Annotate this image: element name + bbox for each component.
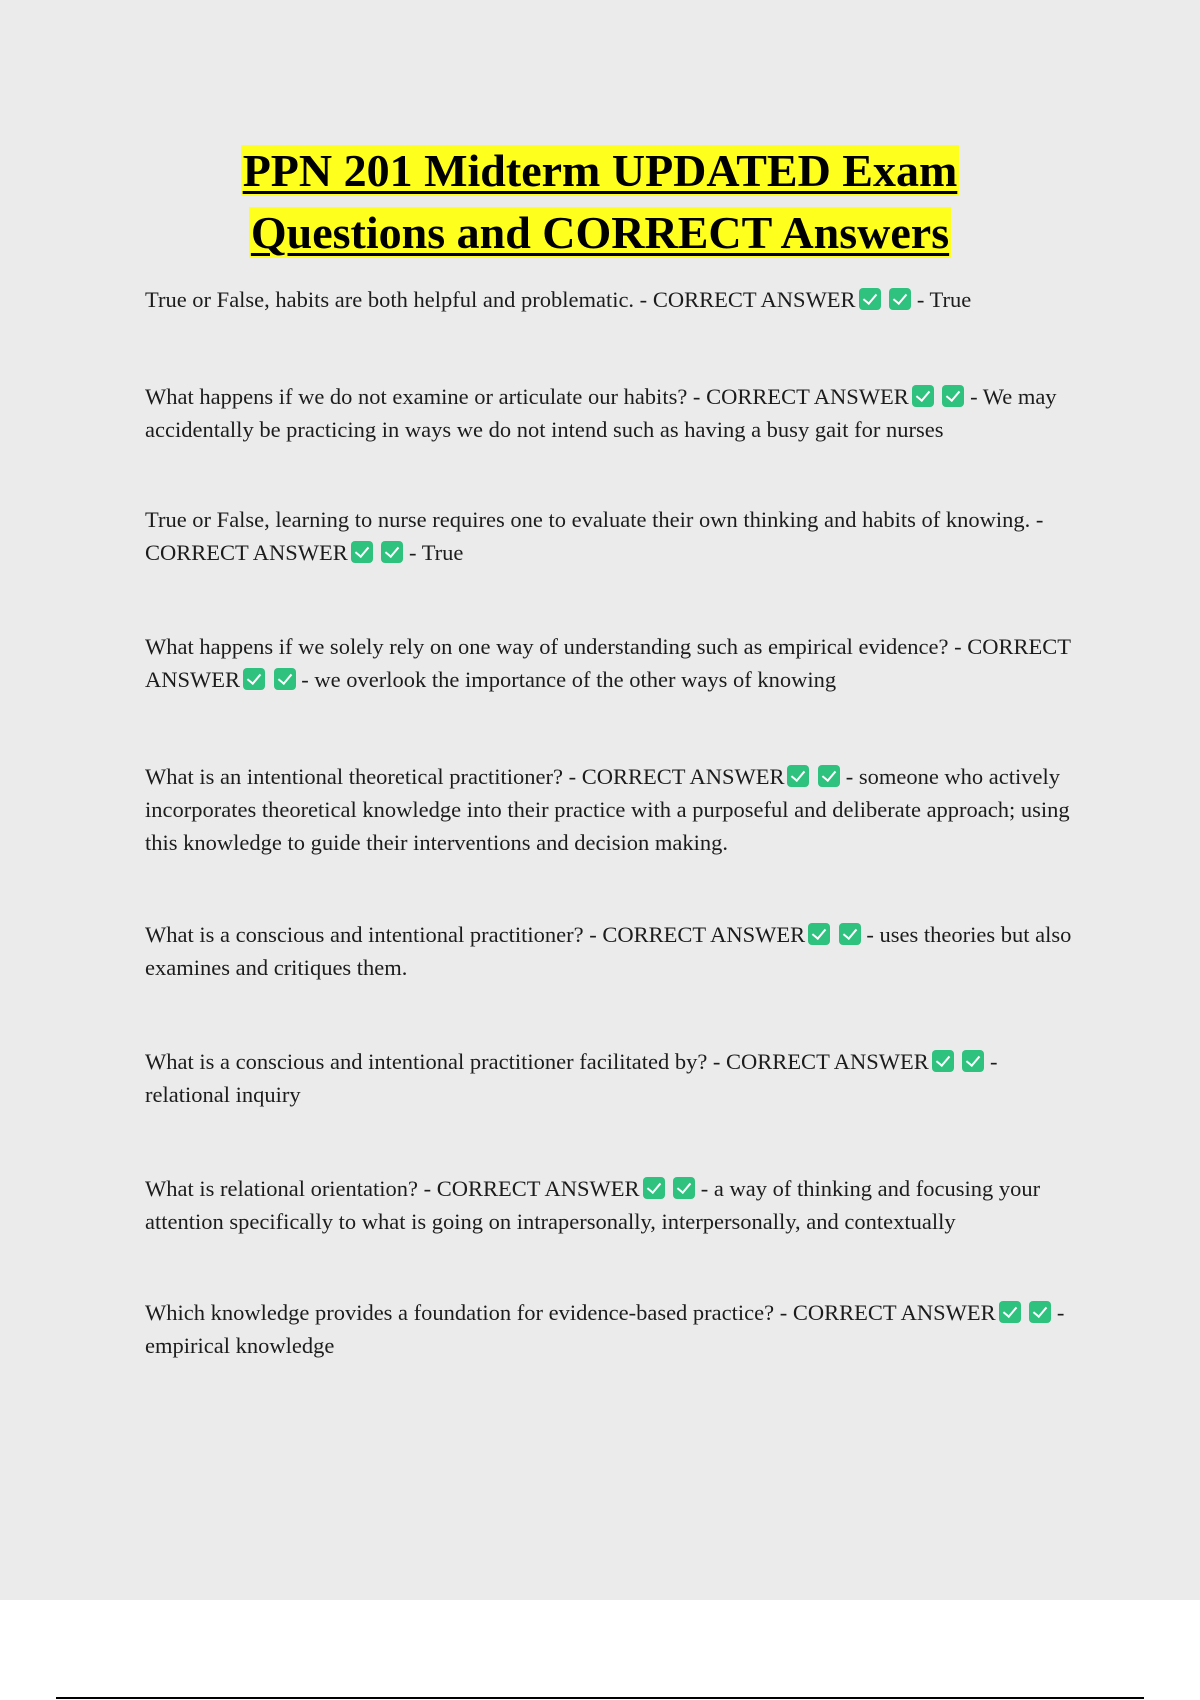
answer-label: CORRECT ANSWER [706,384,909,409]
answer-label: CORRECT ANSWER [652,287,856,312]
answer-text: - a way of thinking and focusing your attention specifically to what is going on intrapersonally, interpersonally, and contextually [145,1176,1041,1234]
answer-text: - we overlook the importance of the other ways of knowing [301,667,837,692]
answer-text: - empirical knowledge [145,1300,1065,1358]
answer-text: - True [409,540,464,565]
answer-label: CORRECT ANSWER [602,922,806,947]
question-text: What is a conscious and intentional practitioner facilitated by? - [145,1049,727,1074]
check-mark-icon [839,923,861,945]
question-text: What happens if we do not examine or articulate our habits? - [145,384,707,409]
qa-item [145,1172,1085,1238]
check-mark-icon [351,541,373,563]
answer-label: CORRECT ANSWER [792,1300,996,1325]
check-mark-icon [243,668,265,690]
question-text: What is a conscious and intentional practitioner? - [145,922,603,947]
answer-label: CORRECT ANSWER [145,540,348,565]
question-text: True or False, learning to nurse requires one to evaluate their own thinking and habits of knowing. - [145,507,1044,532]
question-text: What happens if we solely rely on one way of understanding such as empirical evidence? - [145,634,968,659]
answer-text: - uses theories but also examines and critiques them. [145,922,1072,980]
title-line-2: Questions and CORRECT Answers [250,207,950,258]
answer-text: - someone who actively incorporates theoretical knowledge into their practice with a purposeful and deliberate approach; using this knowledge to guide their interventions and decision making. [145,764,1070,855]
question-text: True or False, habits are both helpful and problematic. - [145,287,653,312]
answer-label: CORRECT ANSWER [581,764,785,789]
check-mark-icon [808,923,830,945]
check-mark-icon [787,765,809,787]
page-divider [56,1697,1144,1699]
check-mark-icon [932,1050,954,1072]
qa-item [145,630,1085,696]
qa-item [145,503,1085,569]
check-mark-icon [889,288,911,310]
check-mark-icon [859,288,881,310]
check-mark-icon [1029,1301,1051,1323]
question-text: What is an intentional theoretical practitioner? - [145,764,582,789]
qa-item [145,1296,1085,1362]
question-text: Which knowledge provides a foundation for evidence-based practice? - [145,1300,793,1325]
check-mark-icon [381,541,403,563]
check-mark-icon [643,1177,665,1199]
document-title [0,140,1200,264]
qa-item [145,918,1085,984]
check-mark-icon [999,1301,1021,1323]
answer-text: - We may accidentally be practicing in ways we do not intend such as having a busy gait for nurses [145,384,1057,442]
qa-item [145,380,1085,446]
check-mark-icon [673,1177,695,1199]
check-mark-icon [942,385,964,407]
check-mark-icon [274,668,296,690]
answer-label: CORRECT ANSWER [726,1049,929,1074]
title-line-1: PPN 201 Midterm UPDATED Exam [242,145,958,196]
qa-item [145,283,1085,316]
check-mark-icon [818,765,840,787]
answer-label: CORRECT ANSWER [145,634,1071,692]
answer-text: - relational inquiry [145,1049,998,1107]
check-mark-icon [912,385,934,407]
qa-item [145,760,1085,859]
question-text: What is relational orientation? - [145,1176,437,1201]
answer-text: - True [916,287,972,312]
answer-label: CORRECT ANSWER [436,1176,640,1201]
qa-item [145,1045,1085,1111]
check-mark-icon [962,1050,984,1072]
